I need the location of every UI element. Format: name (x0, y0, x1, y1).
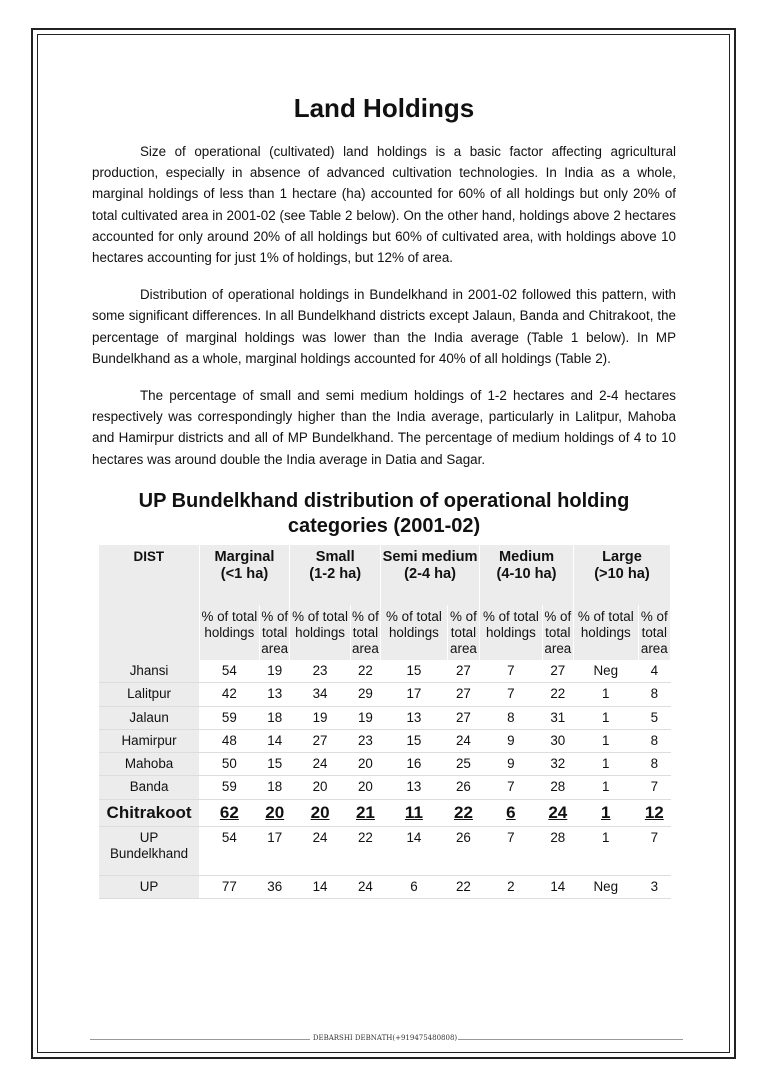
value-cell: 15 (381, 729, 448, 752)
value-cell: 14 (542, 875, 573, 898)
value-cell: 1 (573, 683, 638, 706)
dist-cell: UP Bundelkhand (99, 826, 199, 875)
value-cell: 27 (290, 729, 350, 752)
value-cell: 9 (480, 753, 543, 776)
paragraph-3: The percentage of small and semi medium holdings of 1-2 hectares and 2-4 hectares respectively was correspondingly higher than the India average, particularly in Lalitpur, Mahoba and Hamirpur districts and all of MP Bundelkhand. The percentage of medium holdings of 4 to 10 hectares was around double the India average in Datia and Sagar. (92, 388, 676, 467)
value-cell: 27 (447, 660, 479, 683)
table-row (99, 826, 671, 875)
value-cell: 77 (199, 875, 259, 898)
value-cell: 27 (542, 660, 573, 683)
category-header-medium: Medium (4-10 ha) (480, 545, 574, 605)
dist-cell: Jalaun (99, 706, 199, 729)
value-cell: 20 (290, 799, 350, 826)
table-row (99, 776, 671, 799)
value-cell: 2 (480, 875, 543, 898)
dist-cell: Lalitpur (99, 683, 199, 706)
value-cell: 59 (199, 776, 259, 799)
value-cell: 6 (480, 799, 543, 826)
value-cell: 11 (381, 799, 448, 826)
dist-cell: Mahoba (99, 753, 199, 776)
table-title: UP Bundelkhand distribution of operational holding categories (2001-02) (138, 489, 630, 537)
footer-rule-left (90, 1039, 310, 1040)
subheader-holdings: % of total holdings (573, 605, 638, 660)
value-cell: 20 (350, 753, 380, 776)
value-cell: 42 (199, 683, 259, 706)
value-cell: 23 (290, 660, 350, 683)
value-cell: 9 (480, 729, 543, 752)
value-cell: 34 (290, 683, 350, 706)
value-cell: 20 (290, 776, 350, 799)
value-cell: 12 (638, 799, 670, 826)
subheader-area: % of total area (350, 605, 380, 660)
value-cell: 18 (260, 706, 290, 729)
value-cell: 7 (638, 776, 670, 799)
value-cell: 62 (199, 799, 259, 826)
value-cell: 7 (480, 660, 543, 683)
value-cell: 14 (260, 729, 290, 752)
value-cell: 24 (350, 875, 380, 898)
subheader-holdings: % of total holdings (199, 605, 259, 660)
category-header-marginal: Marginal (<1 ha) (199, 545, 290, 605)
value-cell: 24 (542, 799, 573, 826)
value-cell: 8 (638, 753, 670, 776)
table-row (99, 660, 671, 683)
value-cell: 19 (350, 706, 380, 729)
dist-cell: Chitrakoot (99, 799, 199, 826)
value-cell: 13 (260, 683, 290, 706)
value-cell: 15 (260, 753, 290, 776)
value-cell: 5 (638, 706, 670, 729)
value-cell: 26 (447, 776, 479, 799)
value-cell: 22 (447, 875, 479, 898)
subheader-area: % of total area (260, 605, 290, 660)
subheader-holdings: % of total holdings (480, 605, 543, 660)
value-cell: 14 (381, 826, 448, 875)
value-cell: 48 (199, 729, 259, 752)
table-row (99, 729, 671, 752)
dist-cell: Jhansi (99, 660, 199, 683)
value-cell: 21 (350, 799, 380, 826)
value-cell: 24 (290, 753, 350, 776)
value-cell: 54 (199, 826, 259, 875)
value-cell: 15 (381, 660, 448, 683)
value-cell: 1 (573, 729, 638, 752)
value-cell: 28 (542, 776, 573, 799)
subheader-area: % of total area (447, 605, 479, 660)
document-body (92, 90, 676, 539)
value-cell: 31 (542, 706, 573, 729)
value-cell: 27 (447, 683, 479, 706)
footer-credit: DEBARSHI DEBNATH(+919475480808) (312, 1034, 458, 1042)
dist-header: DIST (99, 545, 199, 660)
value-cell: 26 (447, 826, 479, 875)
value-cell: 17 (381, 683, 448, 706)
value-cell: Neg (573, 660, 638, 683)
category-header-row (99, 545, 671, 605)
value-cell: 13 (381, 776, 448, 799)
value-cell: 22 (350, 826, 380, 875)
subheader-holdings: % of total holdings (381, 605, 448, 660)
value-cell: 6 (381, 875, 448, 898)
value-cell: 50 (199, 753, 259, 776)
value-cell: 25 (447, 753, 479, 776)
category-header-semi-medium: Semi medium (2-4 ha) (381, 545, 480, 605)
subheader-holdings: % of total holdings (290, 605, 350, 660)
table-row (99, 799, 671, 826)
table-row (99, 706, 671, 729)
value-cell: 30 (542, 729, 573, 752)
subheader-area: % of total area (638, 605, 670, 660)
table-row (99, 875, 671, 898)
value-cell: 7 (638, 826, 670, 875)
value-cell: 1 (573, 776, 638, 799)
value-cell: 13 (381, 706, 448, 729)
value-cell: 14 (290, 875, 350, 898)
value-cell: 1 (573, 753, 638, 776)
value-cell: 1 (573, 799, 638, 826)
value-cell: 29 (350, 683, 380, 706)
value-cell: 1 (573, 706, 638, 729)
page-title: Land Holdings (293, 93, 475, 123)
value-cell: 8 (638, 729, 670, 752)
value-cell: 27 (447, 706, 479, 729)
value-cell: 54 (199, 660, 259, 683)
value-cell: 20 (260, 799, 290, 826)
value-cell: 19 (260, 660, 290, 683)
category-header-large: Large (>10 ha) (573, 545, 670, 605)
value-cell: 59 (199, 706, 259, 729)
table-row (99, 683, 671, 706)
value-cell: 18 (260, 776, 290, 799)
value-cell: 28 (542, 826, 573, 875)
paragraph-2: Distribution of operational holdings in Bundelkhand in 2001-02 followed this pattern, with some significant differences. In all Bundelkhand districts except Jalaun, Banda and Chitrakoot, the percentage of marginal holdings was lower than the India average (Table 1 below). In MP Bundelkhand as a whole, marginal holdings accounted for 40% of all holdings (Table 2). (92, 287, 676, 366)
value-cell: 7 (480, 683, 543, 706)
value-cell: 22 (447, 799, 479, 826)
holdings-table (99, 545, 671, 899)
value-cell: 8 (638, 683, 670, 706)
value-cell: 7 (480, 826, 543, 875)
value-cell: 19 (290, 706, 350, 729)
value-cell: 4 (638, 660, 670, 683)
value-cell: 16 (381, 753, 448, 776)
value-cell: 1 (573, 826, 638, 875)
value-cell: 24 (290, 826, 350, 875)
dist-cell: UP (99, 875, 199, 898)
category-header-small: Small (1-2 ha) (290, 545, 381, 605)
subheader-area: % of total area (542, 605, 573, 660)
value-cell: 22 (350, 660, 380, 683)
value-cell: Neg (573, 875, 638, 898)
dist-cell: Banda (99, 776, 199, 799)
value-cell: 36 (260, 875, 290, 898)
table-row (99, 753, 671, 776)
footer-rule-right (458, 1039, 683, 1040)
paragraph-1: Size of operational (cultivated) land holdings is a basic factor affecting agricultural production, especially in absence of advanced cultivation technologies. In India as a whole, marginal holdings of less than 1 hectare (ha) accounted for 60% of all holdings but only 20% of total cultivated area in 2001-02 (see Table 2 below). On the other hand, holdings above 2 hectares accounted for only around 20% of all holdings but 60% of cultivated area, with holdings above 10 hectares accounting for just 1% of holdings, but 12% of area. (92, 144, 676, 266)
value-cell: 32 (542, 753, 573, 776)
value-cell: 23 (350, 729, 380, 752)
value-cell: 22 (542, 683, 573, 706)
value-cell: 8 (480, 706, 543, 729)
value-cell: 24 (447, 729, 479, 752)
value-cell: 7 (480, 776, 543, 799)
value-cell: 17 (260, 826, 290, 875)
value-cell: 20 (350, 776, 380, 799)
value-cell: 3 (638, 875, 670, 898)
dist-cell: Hamirpur (99, 729, 199, 752)
